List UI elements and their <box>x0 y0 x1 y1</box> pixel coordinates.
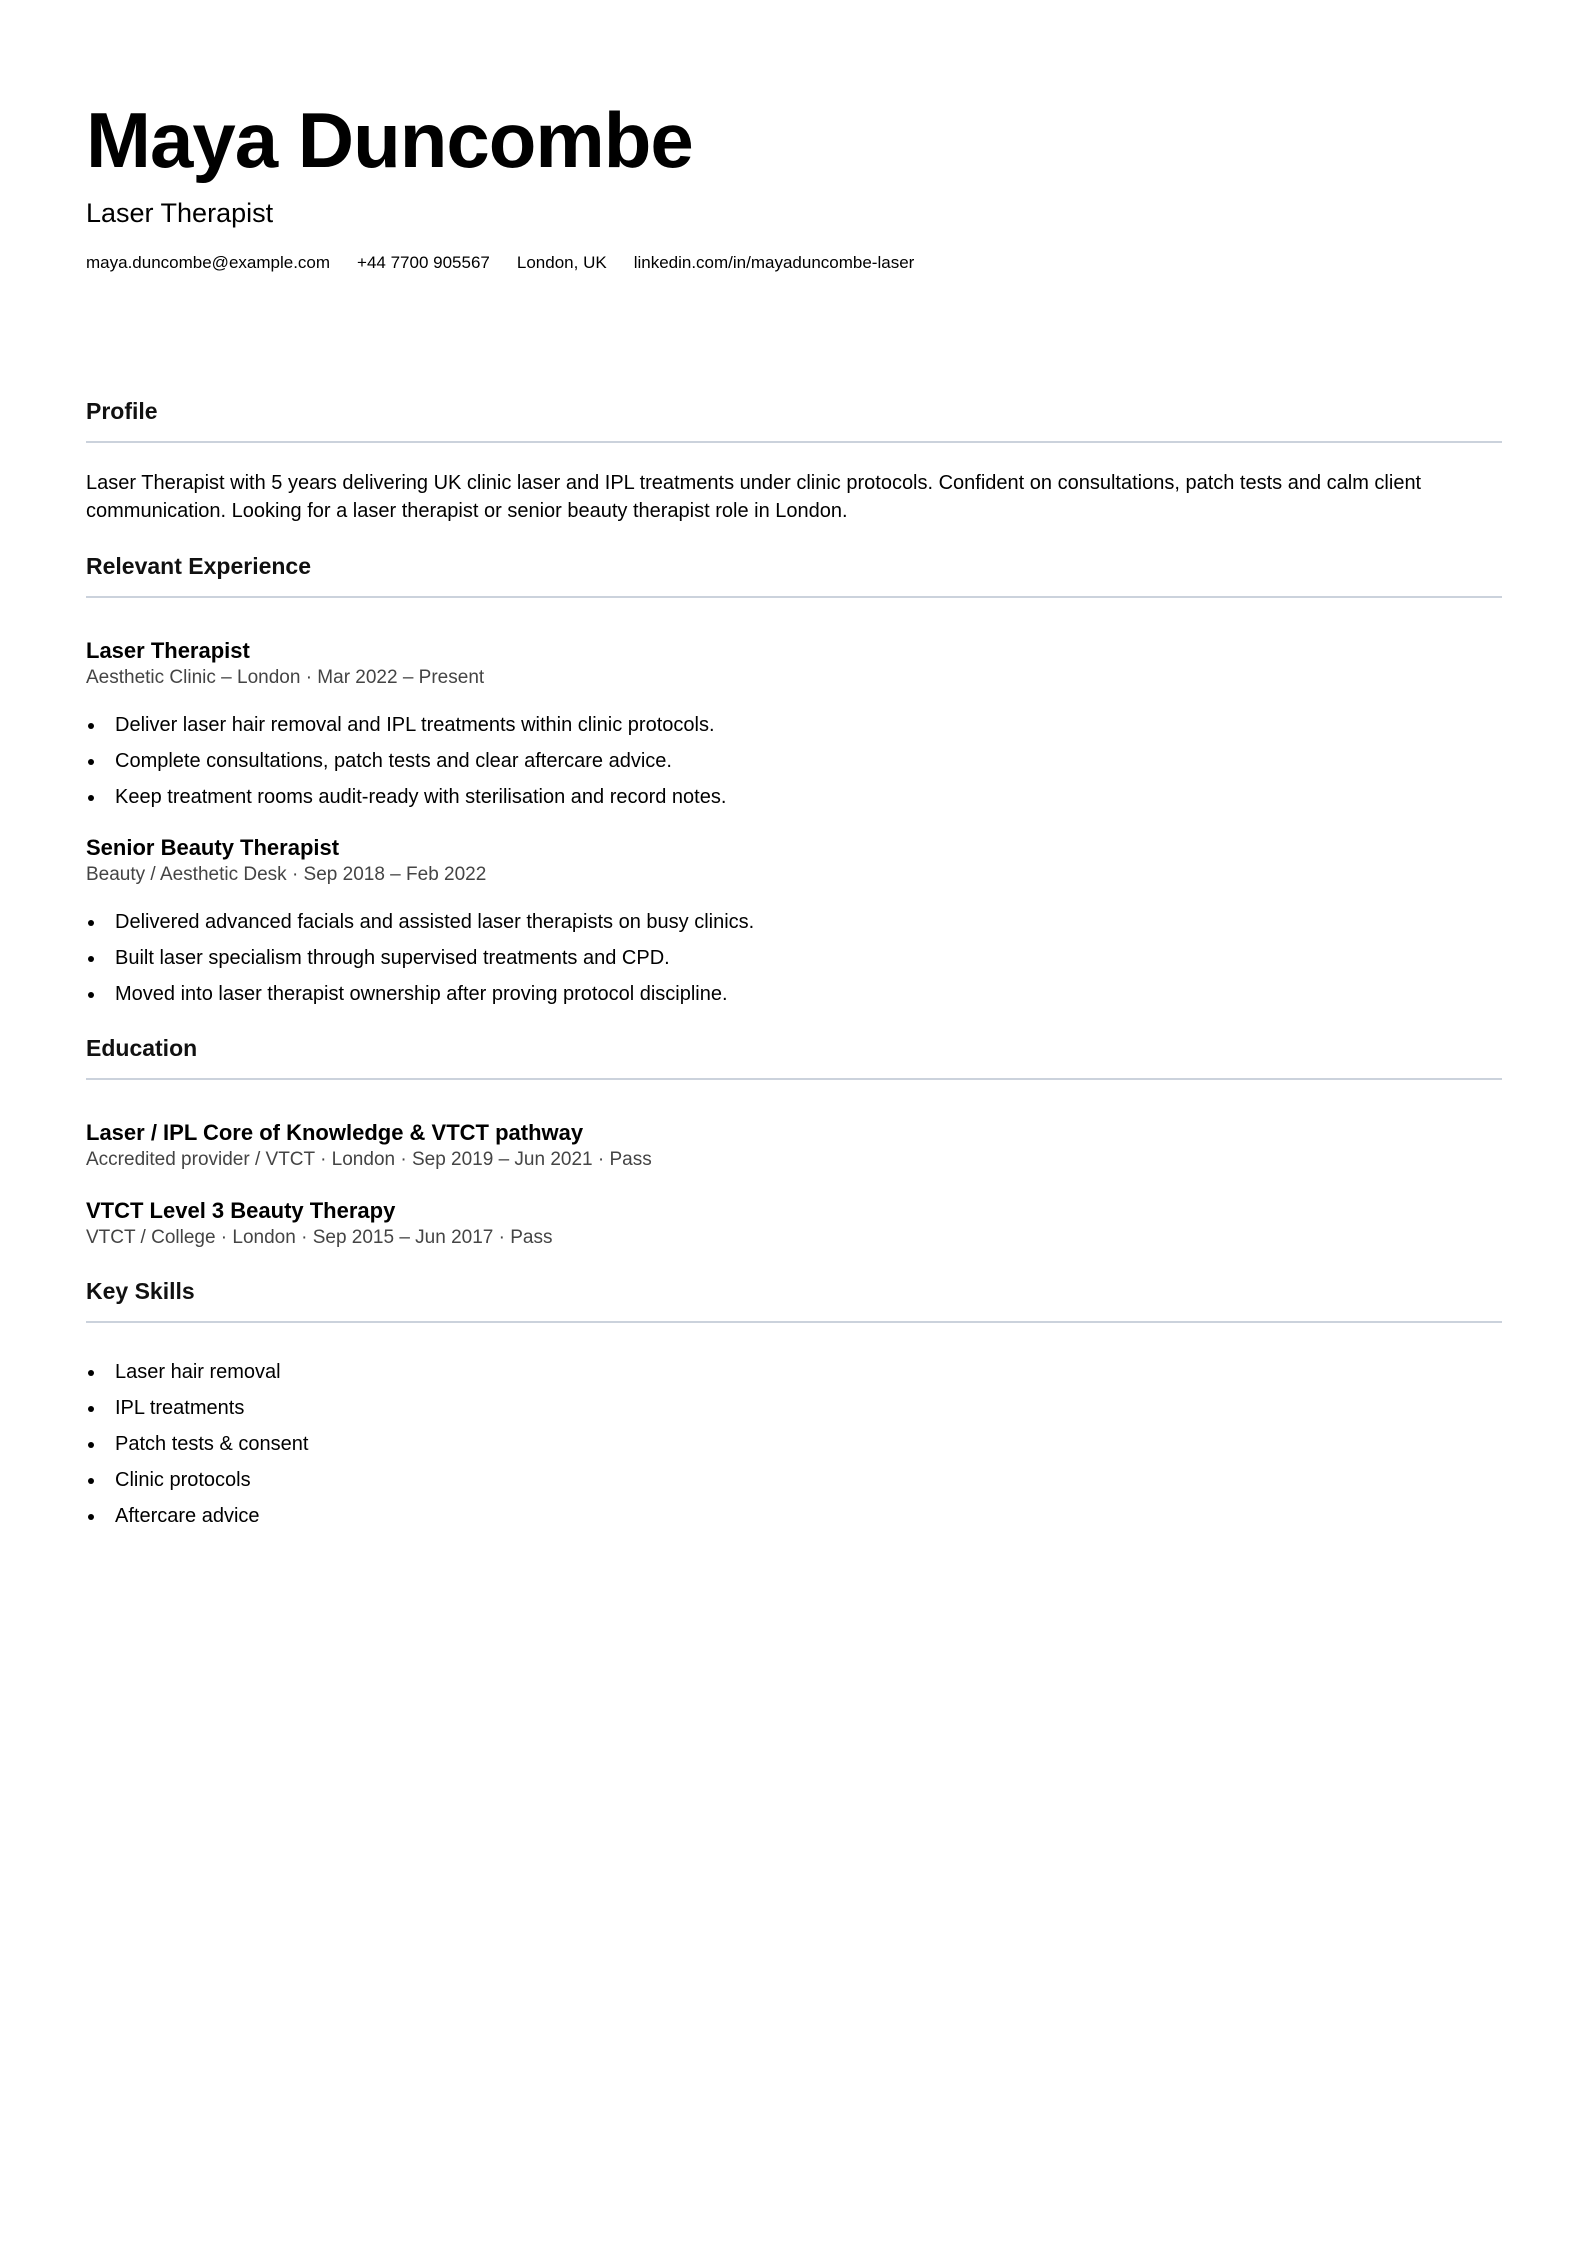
contact-line <box>86 252 1502 274</box>
profile-section <box>86 396 1502 525</box>
skills-section <box>86 1276 1502 1529</box>
resume-header <box>86 0 1502 274</box>
list-item: Deliver laser hair removal and IPL treatments within clinic protocols. <box>86 712 1502 738</box>
contact-phone: +44 7700 905567 <box>357 253 490 272</box>
list-item: Complete consultations, patch tests and clear aftercare advice. <box>86 748 1502 774</box>
job-bullets <box>86 909 1502 1007</box>
education-title: VTCT Level 3 Beauty Therapy <box>86 1198 396 1223</box>
list-item: Clinic protocols <box>86 1467 1502 1493</box>
job-title: Laser Therapist <box>86 638 250 663</box>
profile-summary: Laser Therapist with 5 years delivering UK clinic laser and IPL treatments under clinic protocols. Confident on consultations, patch tests and calm client communication. Looking for a laser therapist or senior beauty therapist role in London. <box>86 472 1422 522</box>
contact-location: London, UK <box>516 253 607 272</box>
list-item: Built laser specialism through supervised treatments and CPD. <box>86 945 1502 971</box>
job-meta: Beauty / Aesthetic Desk · Sep 2018 – Feb 2022 <box>86 864 487 885</box>
contact-linkedin: linkedin.com/in/mayaduncombe-laser <box>633 253 915 272</box>
candidate-name: Maya Duncombe <box>86 96 693 184</box>
education-entry <box>86 1119 1502 1172</box>
section-divider <box>86 596 1502 598</box>
section-divider <box>86 1321 1502 1323</box>
job-title: Senior Beauty Therapist <box>86 835 340 860</box>
list-item: Patch tests & consent <box>86 1431 1502 1457</box>
experience-section <box>86 551 1502 1007</box>
education-meta: VTCT / College · London · Sep 2015 – Jun 2017 · Pass <box>86 1227 553 1248</box>
section-title-profile: Profile <box>86 398 158 424</box>
list-item: IPL treatments <box>86 1395 1502 1421</box>
job-meta: Aesthetic Clinic – London · Mar 2022 – Present <box>86 667 485 688</box>
section-divider <box>86 1078 1502 1080</box>
contact-email: maya.duncombe@example.com <box>86 253 331 272</box>
education-meta: Accredited provider / VTCT · London · Sep 2019 – Jun 2021 · Pass <box>86 1149 652 1170</box>
section-divider <box>86 441 1502 443</box>
list-item: Keep treatment rooms audit-ready with sterilisation and record notes. <box>86 784 1502 810</box>
list-item: Delivered advanced facials and assisted laser therapists on busy clinics. <box>86 909 1502 935</box>
section-title-skills: Key Skills <box>86 1278 195 1304</box>
list-item: Moved into laser therapist ownership after proving protocol discipline. <box>86 981 1502 1007</box>
list-item: Laser hair removal <box>86 1359 1502 1385</box>
job-entry <box>86 637 1502 810</box>
list-item: Aftercare advice <box>86 1503 1502 1529</box>
education-entry <box>86 1197 1502 1250</box>
section-title-education: Education <box>86 1035 198 1061</box>
job-entry <box>86 834 1502 1007</box>
job-bullets <box>86 712 1502 810</box>
skills-list <box>86 1359 1502 1529</box>
candidate-role: Laser Therapist <box>86 198 274 228</box>
section-title-experience: Relevant Experience <box>86 553 312 579</box>
education-section <box>86 1033 1502 1250</box>
education-title: Laser / IPL Core of Knowledge & VTCT pathway <box>86 1120 584 1145</box>
